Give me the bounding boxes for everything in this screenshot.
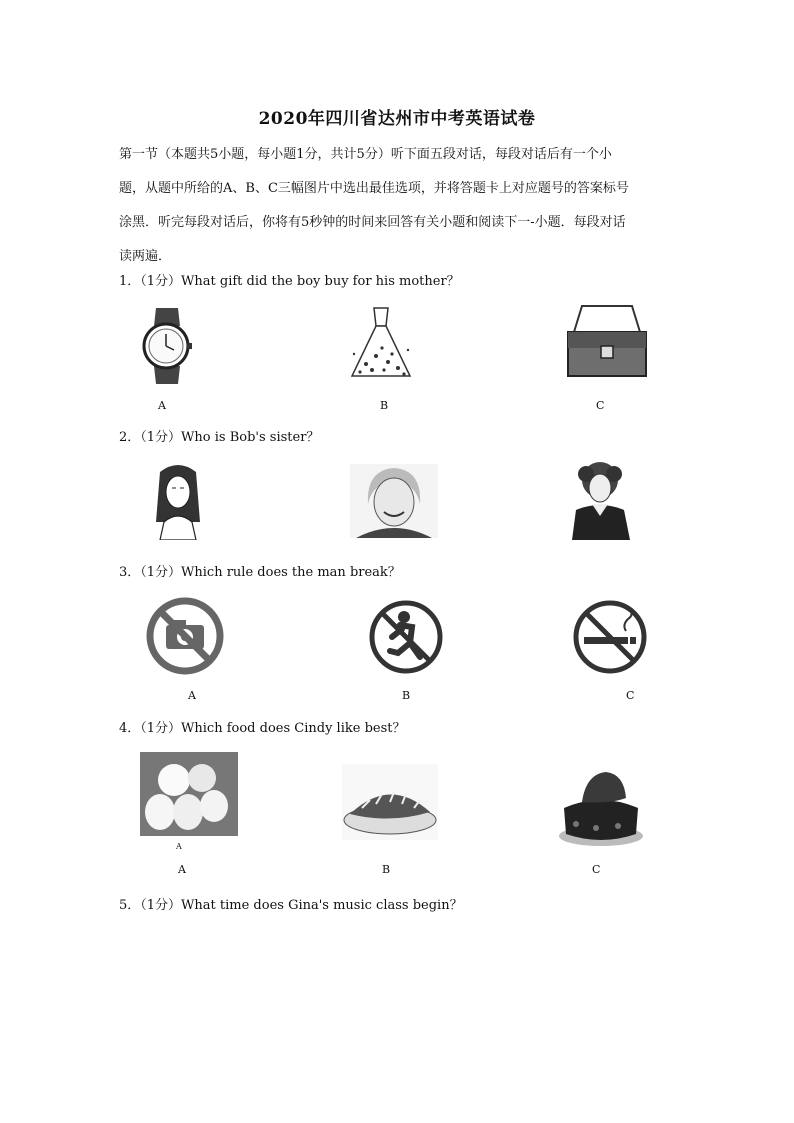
eggs-icon xyxy=(140,752,238,836)
instruction-line: 读两遍． xyxy=(119,249,172,264)
option-label-b: B xyxy=(402,689,411,702)
instruction-line: 题，从题中所给的A、B、C三幅图片中选出最佳选项，并将答题卡上对应题号的答案标号 xyxy=(119,181,629,196)
option-label-a: A xyxy=(178,863,186,876)
watch-icon xyxy=(138,306,196,386)
dress-icon xyxy=(346,304,416,380)
question-1: 1．（1分）What gift did the boy buy for his mother？ xyxy=(119,274,460,289)
question-5: 5．（1分）What time does Gina's music class begin？ xyxy=(119,898,463,913)
instruction-line: 第一节（本题共5小题，每小题1分，共计5分）听下面五段对话，每段对话后有一个小 xyxy=(119,147,612,162)
cake-icon xyxy=(556,762,646,848)
option-label-c: C xyxy=(626,689,635,702)
woman-blonde-icon xyxy=(350,464,438,538)
option-label-c: C xyxy=(592,863,601,876)
fish-dish-icon xyxy=(342,764,438,840)
question-3: 3．（1分）Which rule does the man break？ xyxy=(119,565,401,580)
section-instructions xyxy=(119,138,679,274)
option-label-a: A xyxy=(188,689,196,702)
option-label-c: C xyxy=(596,399,605,412)
option-label-b: B xyxy=(382,863,391,876)
no-smoking-sign-icon xyxy=(570,597,650,677)
option-label-b: B xyxy=(380,399,389,412)
option-label-a: A xyxy=(158,399,166,412)
instruction-line: 涂黑．听完每段对话后，你将有5秒钟的时间来回答有关小题和阅读下一-小题．每段对话 xyxy=(119,215,626,230)
question-4: 4．（1分）Which food does Cindy like best？ xyxy=(119,721,406,736)
stray-mark: A xyxy=(176,842,182,851)
girl-long-hair-icon xyxy=(146,462,210,540)
page-title: 2020年四川省达州市中考英语试卷 xyxy=(258,109,536,129)
no-camera-sign-icon xyxy=(144,595,226,677)
no-running-sign-icon xyxy=(366,597,446,677)
woman-curly-hair-icon xyxy=(560,460,642,540)
handbag-icon xyxy=(562,302,652,380)
question-2: 2．（1分）Who is Bob's sister？ xyxy=(119,430,320,445)
